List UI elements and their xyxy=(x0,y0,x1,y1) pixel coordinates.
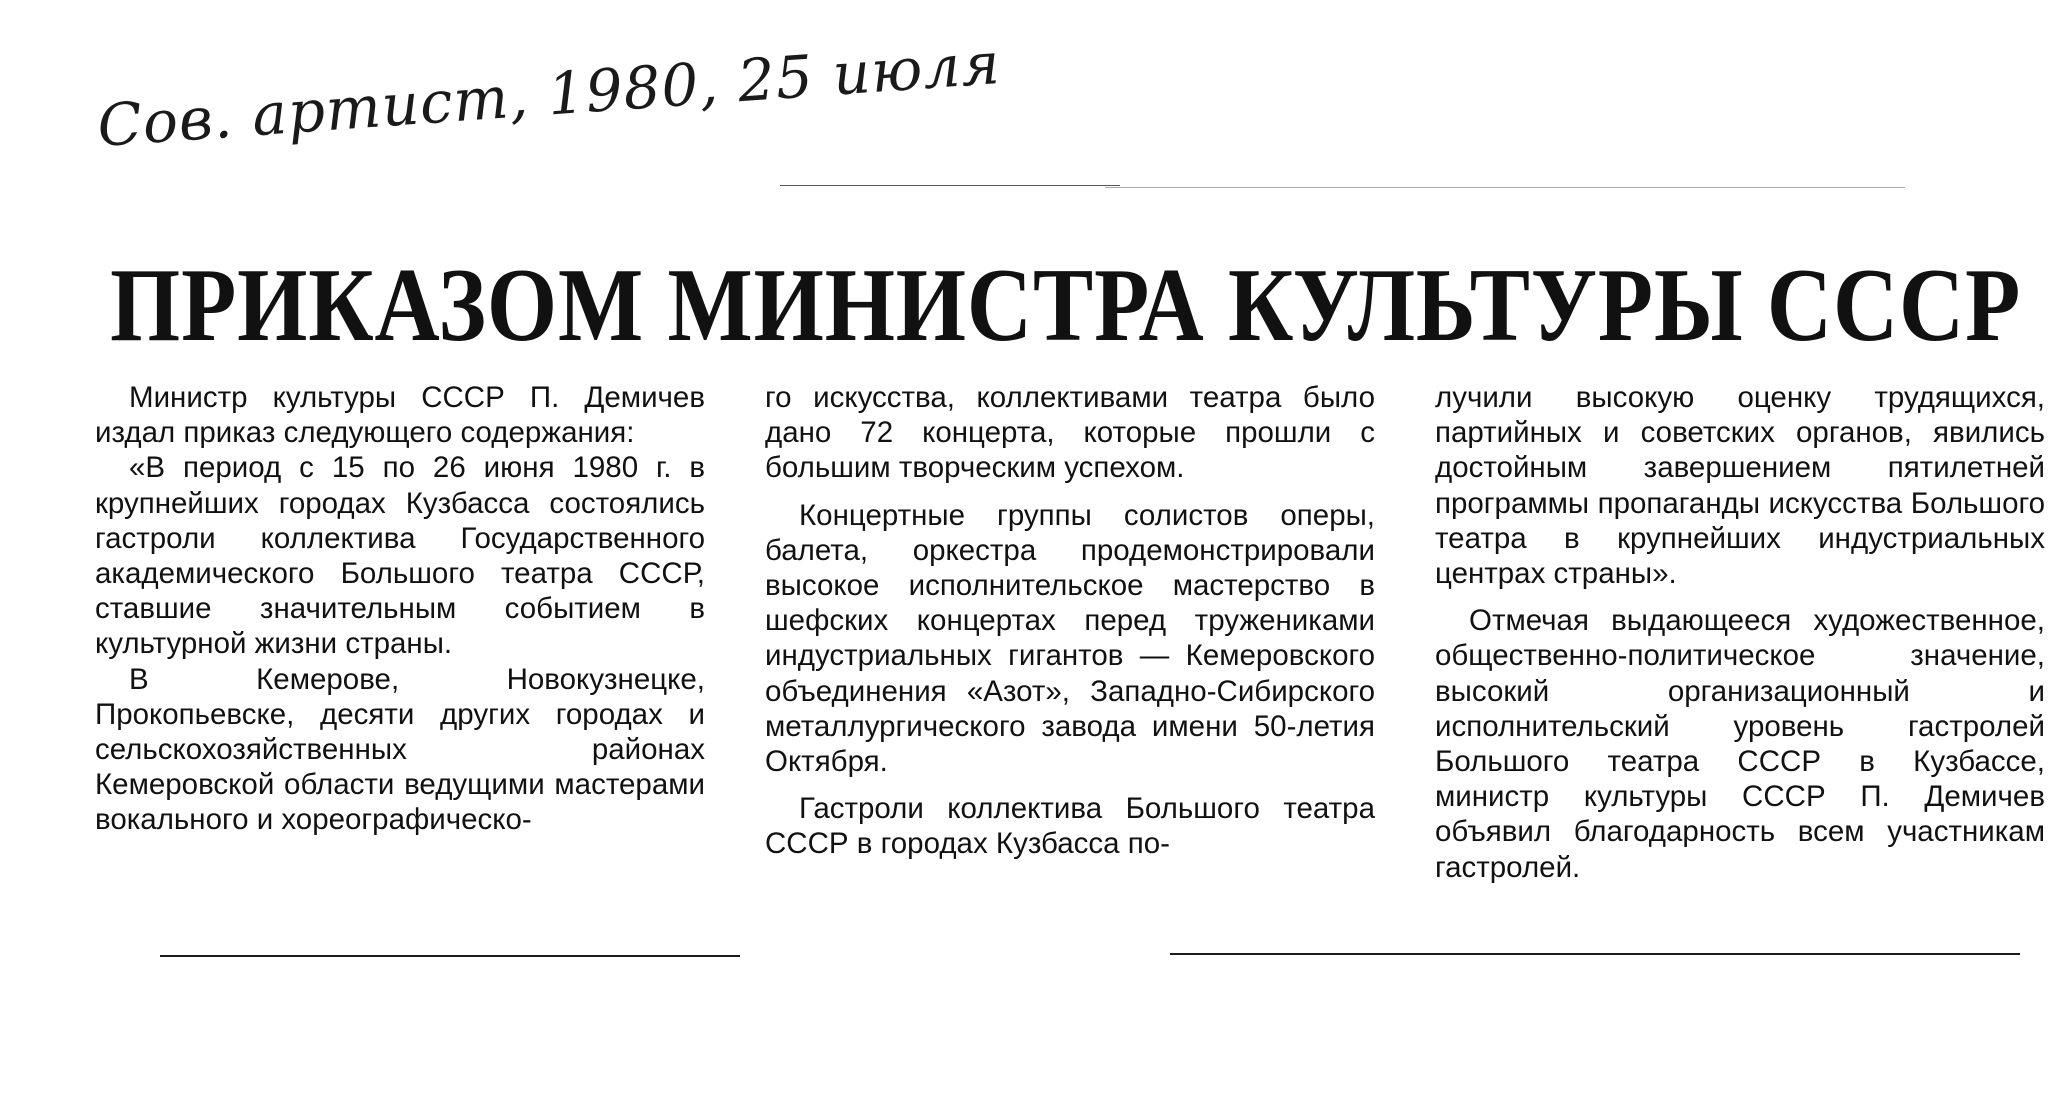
column-3-paragraph-1: лучили высокую оценку трудящихся, партийных и советских органов, явились достойным завершением пятилетней программы пропаганды искусства Большого театра в крупнейших индустриальных центрах страны». xyxy=(1435,381,2045,591)
column-3-paragraph-2: Отмечая выдающееся художественное, общественно-политическое значение, высокий организационный и исполнительский уровень гастролей Большого театра СССР в Кузбассе, министр культуры СССР П. Демичев объявил благодарность всем участникам гастролей. xyxy=(1435,604,2045,884)
article-column-3 xyxy=(1435,380,2045,885)
top-rule-left xyxy=(780,185,1120,186)
column-2-paragraph-2: Концертные группы солистов оперы, балета, оркестра продемонстрировали высокое исполнительское мастерство в шефских концертах перед тружениками индустриальных гигантов — Кемеровского объединения «Азот», Западно-Сибирского металлургического завода имени 50-летия Октября. xyxy=(765,498,1375,779)
column-2-paragraph-1: го искусства, коллективами театра было дано 72 концерта, которые прошли с большим творческим успехом. xyxy=(765,381,1375,485)
column-1-paragraph-3: В Кемерове, Новокузнецке, Прокопьевске, десяти других городах и сельскохозяйственных районах Кемеровской области ведущими мастерами вокального и хореографическо- xyxy=(95,662,705,837)
article-column-2 xyxy=(765,380,1375,862)
bottom-rule-right xyxy=(1170,953,2020,955)
column-2-paragraph-3: Гастроли коллектива Большого театра СССР в городах Кузбасса по- xyxy=(765,792,1375,861)
handwritten-source-note: Сов. артист, 1980, 25 июля xyxy=(95,29,1003,160)
column-1-paragraph-2: «В период с 15 по 26 июня 1980 г. в крупнейших городах Кузбасса состоялись гастроли коллектива Государственного академического Большого театра СССР, ставшие значительным событием в культурной жизни страны. xyxy=(95,451,705,661)
top-rule-right xyxy=(1105,187,1905,188)
headline: ПРИКАЗОМ МИНИСТРА КУЛЬТУРЫ СССР xyxy=(110,246,2022,363)
column-1-paragraph-1: Министр культуры СССР П. Демичев издал приказ следующего содержания: xyxy=(95,381,705,450)
bottom-rule-left xyxy=(160,955,740,957)
article-column-1 xyxy=(95,380,705,838)
